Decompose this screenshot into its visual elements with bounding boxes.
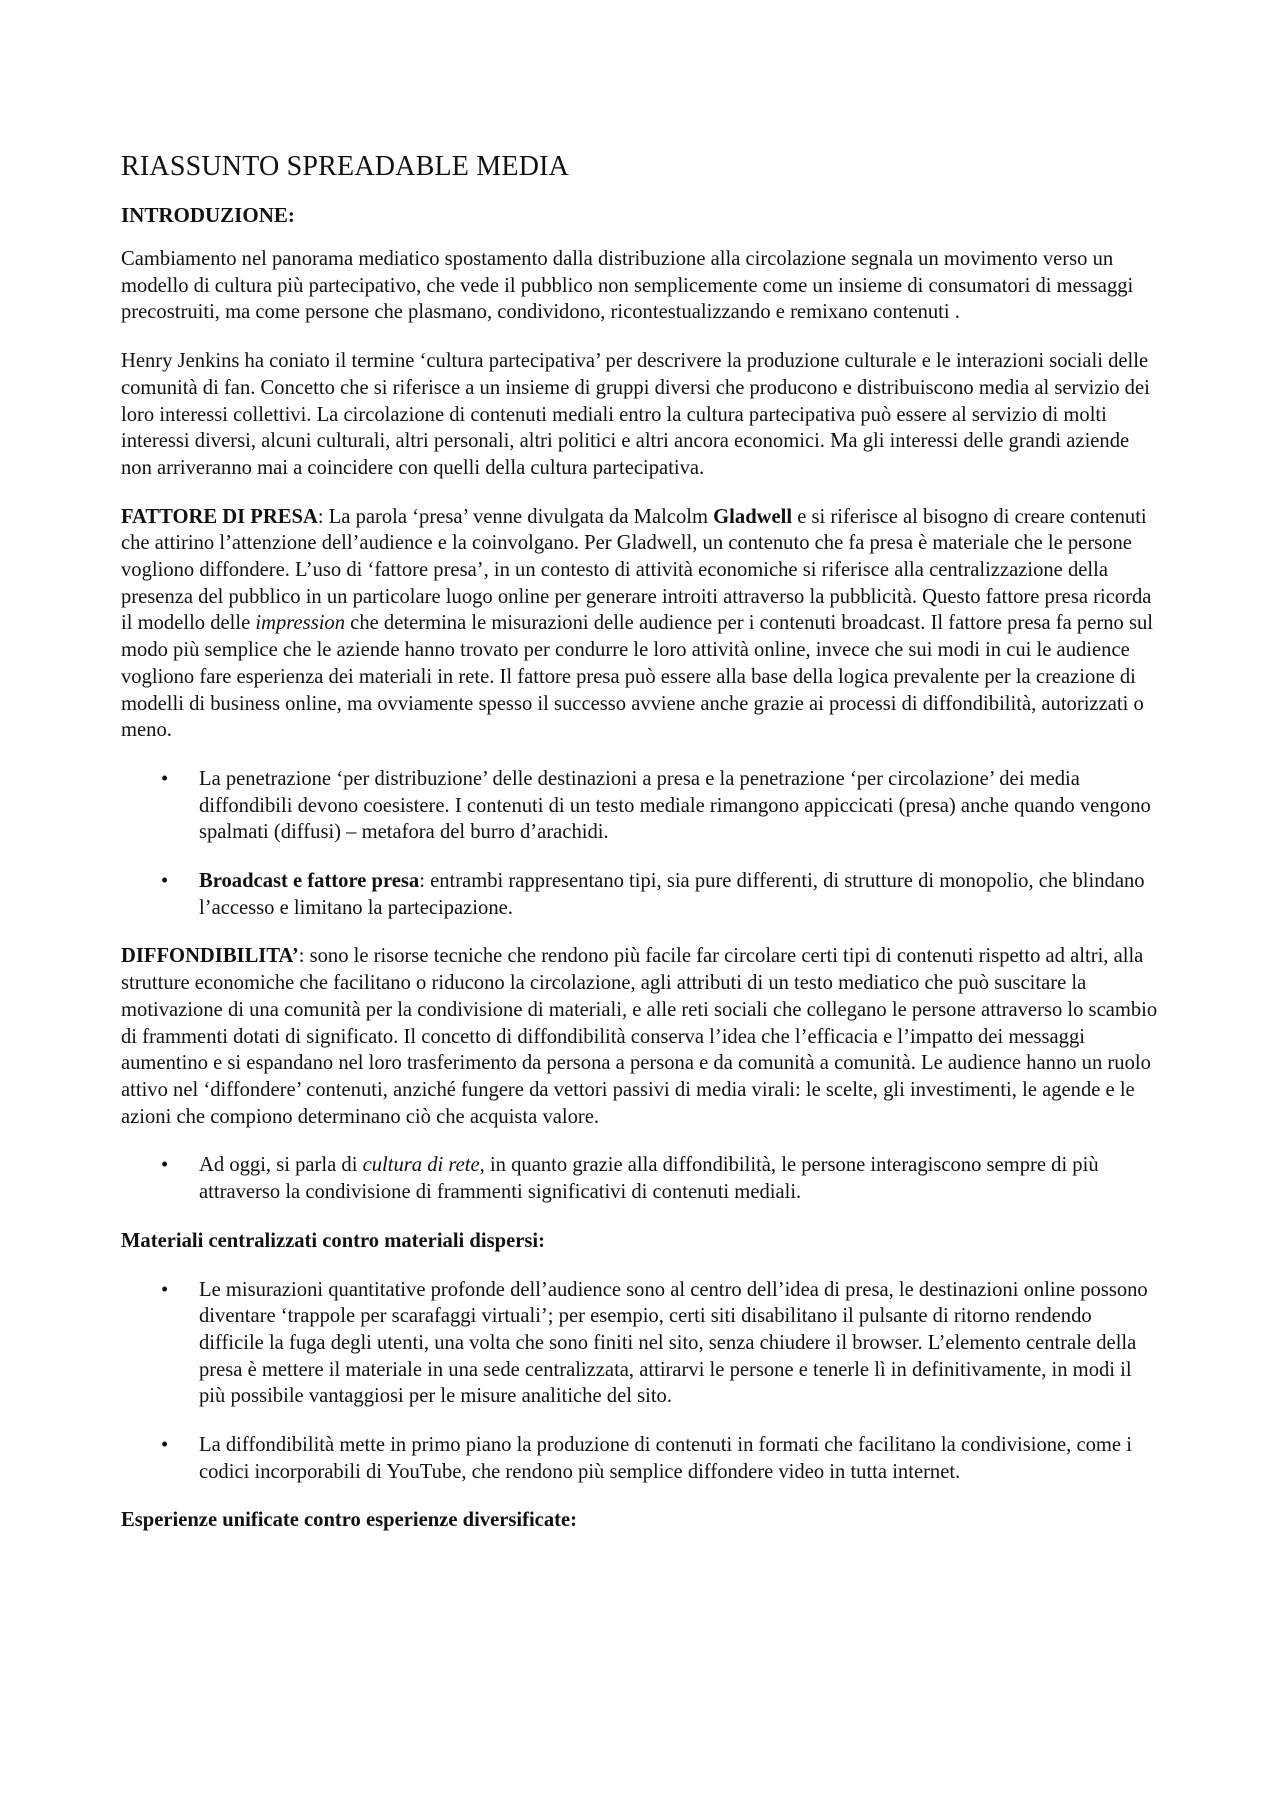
list-item-text: Le misurazioni quantitative profonde dell’audience sono al centro dell’idea di presa, le destinazioni online possono diventare ‘trappole per scarafaggi virtuali’; per esempio, certi siti disabilitano il pulsante di ritorno rendendo difficile la fuga degli utenti, una volta che sono finiti nel sito, senza chiudere il browser. L’elemento centrale della presa è mettere il materiale in una sede centralizzata, attirarvi le persone e tenerle lì in definitivamente, in modi il più possibile vantaggiosi per le misure analitiche del sito. xyxy=(199,1278,1148,1408)
gladwell-name: Gladwell xyxy=(713,505,793,528)
subheading-esperienze: Esperienze unificate contro esperienze diversificate: xyxy=(121,1509,577,1532)
intro-heading: INTRODUZIONE: xyxy=(121,203,295,227)
list-item xyxy=(121,1432,1161,1485)
fattore-presa-text-3: che determina le misurazioni delle audience per i contenuti broadcast. Il fattore presa fa perno sul modo più semplice che le aziende hanno trovato per condurre le loro attività online, invece che sui modi in cui le audience vogliono fare esperienza dei materiali in rete. Il fattore presa può essere alla base della logica prevalente per la creazione di modelli di business online, ma ovviamente spesso il successo avviene anche grazie ai processi di diffondibilità, autorizzati o meno. xyxy=(121,612,1153,742)
diffondibilita-label: DIFFONDIBILITA’ xyxy=(121,945,299,968)
list-item-text: La diffondibilità mette in primo piano la produzione di contenuti in formati che facilitano la condivisione, come i codici incorporabili di YouTube, che rendono più semplice diffondere video in tutta internet. xyxy=(199,1434,1132,1483)
fattore-presa-paragraph xyxy=(121,504,1161,744)
list-item-text: : entrambi rappresentano tipi, sia pure differenti, di strutture di monopolio, che blindano l’accesso e limitano la partecipazione. xyxy=(199,870,1145,919)
cultura-di-rete-term: cultura di rete xyxy=(362,1154,480,1177)
list-item-text: La penetrazione ‘per distribuzione’ delle destinazioni a presa e la penetrazione ‘per circolazione’ dei media diffondibili devono coesistere. I contenuti di un testo mediale rimangono appiccicati (presa) anche quando vengono spalmati (diffusi) – metafora del burro d’arachidi. xyxy=(199,767,1151,844)
fattore-presa-label: FATTORE DI PRESA xyxy=(121,505,318,528)
list-item xyxy=(121,868,1161,921)
document-title: RIASSUNTO SPREADABLE MEDIA xyxy=(121,151,570,182)
bullet-icon: • xyxy=(161,870,169,893)
jenkins-paragraph: Henry Jenkins ha coniato il termine ‘cultura partecipativa’ per descrivere la produzione culturale e le interazioni sociali delle comunità di fan. Concetto che si riferisce a un insieme di gruppi diversi che producono e distribuiscono media al servizio dei loro interessi collettivi. La circolazione di contenuti mediali entro la cultura partecipativa può essere al servizio di molti interessi diversi, alcuni culturali, altri personali, altri politici e altri ancora economici. Ma gli interessi delle grandi aziende non arriveranno mai a coincidere con quelli della cultura partecipativa. xyxy=(121,350,1150,479)
bullet-list-presa xyxy=(121,766,1161,922)
list-item-text: Ad oggi, si parla di xyxy=(199,1154,363,1177)
fattore-presa-text-2: e si riferisce al bisogno di creare contenuti che attirino l’attenzione dell’audience e la coinvolgano. Per Gladwell, un contenuto che fa presa è materiale che le persone vogliono diffondere. L’uso di ‘fattore presa’, in un contesto di attività economiche si riferisce alla centralizzazione della presenza del pubblico in un particolare luogo online per generare introiti attraverso la pubblicità. Questo fattore presa ricorda il modello delle xyxy=(121,505,1152,635)
bullet-list-rete xyxy=(121,1152,1161,1205)
bullet-list-materiali xyxy=(121,1277,1161,1486)
diffondibilita-text: : sono le risorse tecniche che rendono più facile far circolare certi tipi di contenuti rispetto ad altri, alla strutture economiche che facilitano o riducono la circolazione, agli attributi di un testo mediatico che può suscitare la motivazione di una comunità per la condivisione di materiali, e alle reti sociali che collegano le persone attraverso lo scambio di frammenti dotati di significato. Il concetto di diffondibilità conserva l’idea che l’efficacia e l’impatto dei messaggi aumentino e si espandano nel loro trasferimento da persona a persona e da comunità a comunità. Le audience hanno un ruolo attivo nel ‘diffondere’ contenuti, anziché fungere da vettori passivi di media virali: le scelte, gli investimenti, le agende e le azioni che compiono determinano ciò che acquista valore. xyxy=(121,945,1158,1128)
bullet-icon: • xyxy=(161,1278,169,1301)
intro-paragraph: Cambiamento nel panorama mediatico spostamento dalla distribuzione alla circolazione segnala un movimento verso un modello di cultura più partecipativo, che vede il pubblico non semplicemente come un insieme di consumatori di messaggi precostruiti, ma come persone che plasmano, condividono, ricontestualizzando e remixano contenuti . xyxy=(121,248,1134,324)
list-item xyxy=(121,766,1161,846)
diffondibilita-paragraph xyxy=(121,943,1161,1130)
list-item xyxy=(121,1152,1161,1205)
list-item xyxy=(121,1277,1161,1411)
subheading-materiali: Materiali centralizzati contro materiali dispersi: xyxy=(121,1229,545,1252)
fattore-presa-text-1: : La parola ‘presa’ venne divulgata da Malcolm xyxy=(317,505,714,528)
list-item-text: , in quanto grazie alla diffondibilità, le persone interagiscono sempre di più attraverso la condivisione di frammenti significativi di contenuti mediali. xyxy=(199,1154,1099,1204)
bullet-icon: • xyxy=(161,1434,169,1457)
document-page xyxy=(121,150,1161,1556)
list-item-bold: Broadcast e fattore presa xyxy=(199,870,420,893)
impression-term: impression xyxy=(255,612,346,635)
bullet-icon: • xyxy=(161,1154,169,1177)
bullet-icon: • xyxy=(161,767,169,790)
